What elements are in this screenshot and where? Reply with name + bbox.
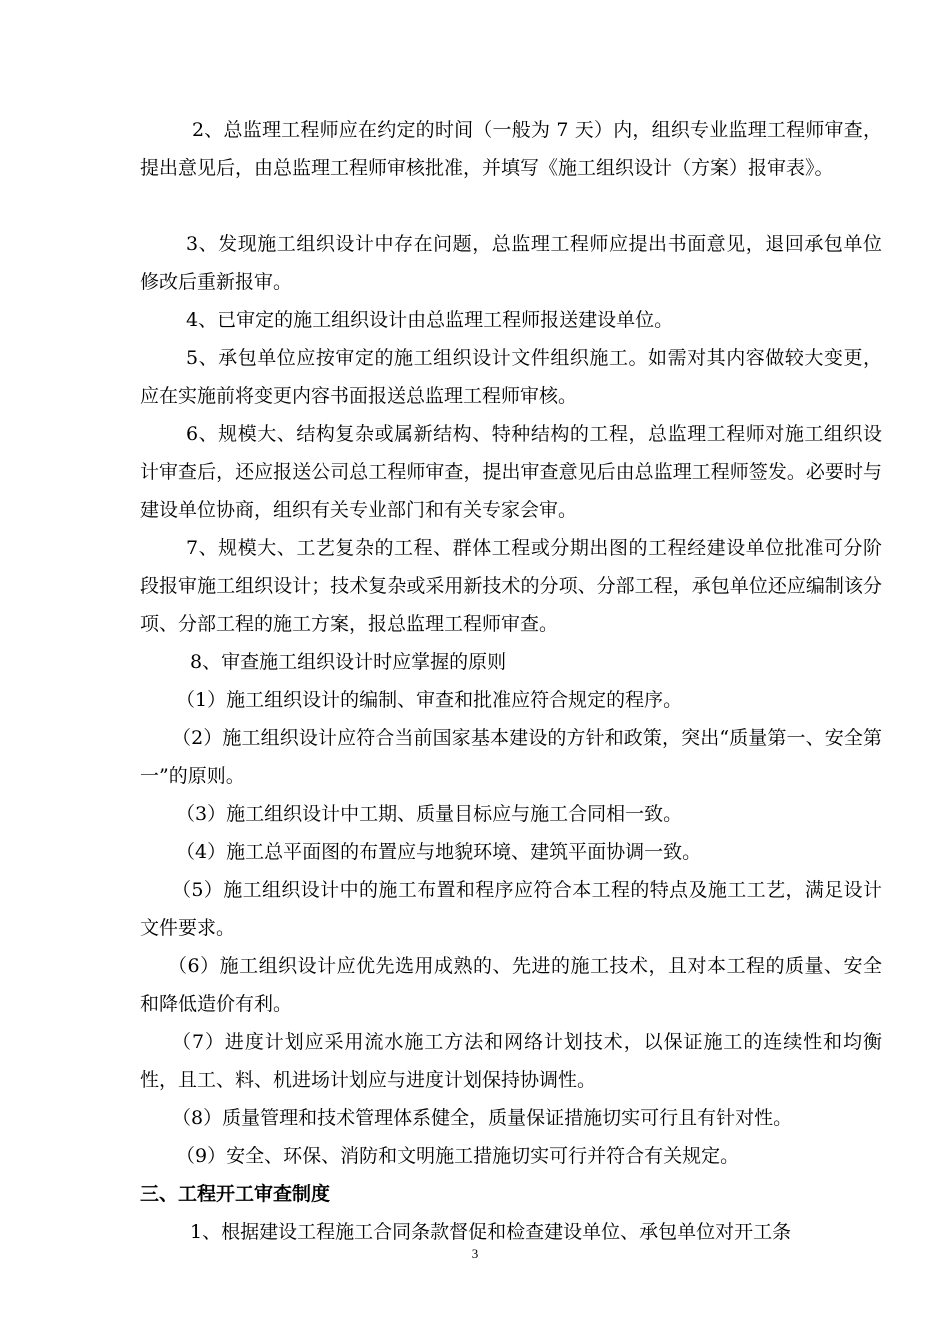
paragraph-8: 8、审查施工组织设计时应掌握的原则 [190, 651, 507, 673]
principle-2: （2）施工组织设计应符合当前国家基本建设的方针和政策，突出“质量第一、安全第一”的原则。 [140, 727, 882, 787]
paragraph-3: 3、发现施工组织设计中存在问题，总监理工程师应提出书面意见，退回承包单位修改后重新报审。 [140, 233, 882, 293]
paragraph-6: 6、规模大、结构复杂或属新结构、特种结构的工程，总监理工程师对施工组织设计审查后，还应报送公司总工程师审查，提出审查意见后由总监理工程师签发。必要时与建设单位协商，组织有关专业部门和有关专家会审。 [140, 423, 882, 521]
paragraph-2: 2、总监理工程师应在约定的时间（一般为 7 天）内，组织专业监理工程师审查，提出意见后，由总监理工程师审核批准，并填写《施工组织设计（方案）报审表》。 [140, 119, 882, 179]
paragraph-5: 5、承包单位应按审定的施工组织设计文件组织施工。如需对其内容做较大变更，应在实施前将变更内容书面报送总监理工程师审核。 [140, 347, 882, 407]
principle-5: （5）施工组织设计中的施工布置和程序应符合本工程的特点及施工工艺，满足设计文件要求。 [140, 879, 882, 939]
principle-4: （4）施工总平面图的布置应与地貌环境、建筑平面协调一致。 [176, 841, 702, 863]
principle-7: （7）进度计划应采用流水施工方法和网络计划技术，以保证施工的连续性和均衡性，且工、料、机进场计划应与进度计划保持协调性。 [140, 1031, 882, 1091]
principle-1: （1）施工组织设计的编制、审查和批准应符合规定的程序。 [176, 689, 683, 711]
principle-3: （3）施工组织设计中工期、质量目标应与施工合同相一致。 [176, 803, 683, 825]
principle-6: （6）施工组织设计应优先选用成熟的、先进的施工技术，且对本工程的质量、安全和降低造价有利。 [140, 955, 882, 1015]
paragraph-4: 4、已审定的施工组织设计由总监理工程师报送建设单位。 [186, 309, 674, 331]
paragraph-7: 7、规模大、工艺复杂的工程、群体工程或分期出图的工程经建设单位批准可分阶段报审施工组织设计；技术复杂或采用新技术的分项、分部工程，承包单位还应编制该分项、分部工程的施工方案，报总监理工程师审查。 [140, 537, 882, 635]
principle-8: （8）质量管理和技术管理体系健全，质量保证措施切实可行且有针对性。 [172, 1107, 793, 1129]
page-number: 3 [471, 1246, 479, 1261]
paragraph-section3-1: 1、根据建设工程施工合同条款督促和检查建设单位、承包单位对开工条 [190, 1221, 792, 1243]
principle-9: （9）安全、环保、消防和文明施工措施切实可行并符合有关规定。 [176, 1145, 740, 1167]
section-heading: 三、工程开工审查制度 [140, 1183, 331, 1205]
